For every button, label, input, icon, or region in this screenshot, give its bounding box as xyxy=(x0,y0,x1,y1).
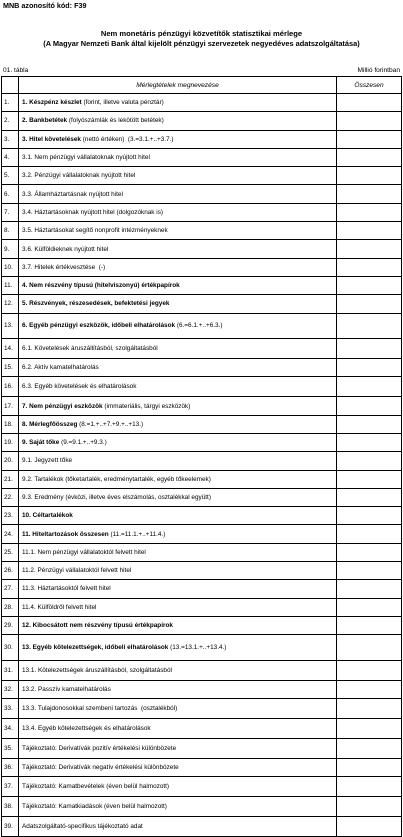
row-label xyxy=(19,488,337,506)
row-label xyxy=(19,525,337,543)
table-row xyxy=(2,699,402,719)
row-label-text: 11.3. Háztartásoktól felvett hitel xyxy=(22,585,111,593)
table-row xyxy=(2,777,402,797)
row-label-text: (immateriális, tárgyi eszközök) xyxy=(102,402,191,410)
row-label xyxy=(19,635,337,661)
row-total-cell[interactable] xyxy=(337,415,402,433)
row-number: 6. xyxy=(2,185,19,203)
row-label-text: (9.=9.1.+..+9.3.) xyxy=(59,439,107,447)
row-number: 21. xyxy=(2,470,19,488)
row-number: 30. xyxy=(2,635,19,661)
row-label-bold: 2. Bankbetétek xyxy=(22,117,68,125)
table-row xyxy=(2,817,402,837)
row-total-cell[interactable] xyxy=(337,112,402,130)
row-total-cell[interactable] xyxy=(337,258,402,276)
row-number: 12. xyxy=(2,295,19,313)
row-total-cell[interactable] xyxy=(337,616,402,634)
row-number: 10. xyxy=(2,258,19,276)
row-number: 2. xyxy=(2,112,19,130)
row-label-bold: 13. Egyéb kötelezettségek, időbeli elhatárolások xyxy=(22,643,169,651)
row-label-text: 6.1. Követelések áruszállításból, szolgáltatásból xyxy=(22,345,158,353)
table-row xyxy=(2,616,402,634)
row-number: 5. xyxy=(2,167,19,185)
row-label-text: 11.2. Pénzügyi vállalatoktól felvett hitel xyxy=(22,567,132,575)
row-total-cell[interactable] xyxy=(337,94,402,112)
row-label xyxy=(19,562,337,580)
row-total-cell[interactable] xyxy=(337,276,402,294)
row-number: 9. xyxy=(2,240,19,258)
row-number: 1. xyxy=(2,94,19,112)
row-number: 13. xyxy=(2,313,19,339)
row-label xyxy=(19,759,337,777)
row-total-cell[interactable] xyxy=(337,543,402,561)
row-label xyxy=(19,433,337,451)
row-total-cell[interactable] xyxy=(337,130,402,148)
table-row xyxy=(2,415,402,433)
row-label-text: 9.1. Jegyzett tőke xyxy=(22,457,73,465)
table-row xyxy=(2,719,402,739)
row-number: 27. xyxy=(2,580,19,598)
row-number: 38. xyxy=(2,797,19,817)
table-row xyxy=(2,580,402,598)
form-code: MNB azonosító kód: F39 xyxy=(3,1,87,10)
table-row xyxy=(2,167,402,185)
row-number: 16. xyxy=(2,377,19,397)
row-number: 14. xyxy=(2,339,19,359)
row-number: 4. xyxy=(2,148,19,166)
row-total-cell[interactable] xyxy=(337,488,402,506)
row-total-cell[interactable] xyxy=(337,203,402,221)
row-total-cell[interactable] xyxy=(337,240,402,258)
row-label xyxy=(19,130,337,148)
table-row xyxy=(2,525,402,543)
row-total-cell[interactable] xyxy=(337,148,402,166)
row-total-cell[interactable] xyxy=(337,377,402,397)
row-label-text: Tájékoztató: Kamatbevételek (éven belül halmozott) xyxy=(22,783,170,791)
table-row xyxy=(2,470,402,488)
row-label xyxy=(19,699,337,719)
row-label-text: 13.3. Tulajdonosokkal szembeni tartozás (osztalékból) xyxy=(22,705,178,713)
row-number: 36. xyxy=(2,759,19,777)
row-label-text: 11.4. Külföldről felvett hitel xyxy=(22,603,97,611)
row-total-cell[interactable] xyxy=(337,507,402,525)
page-title: Nem monetáris pénzügyi közvetítők statisztikai mérlege xyxy=(100,29,303,38)
table-label: 01. tábla xyxy=(3,67,29,74)
table-row xyxy=(2,660,402,680)
header-item: Mérlegtételek megnevezése xyxy=(19,77,337,94)
row-label-text: 3.6. Külföldieknek nyújtott hitel xyxy=(22,245,109,253)
page-subtitle: (A Magyar Nemzeti Bank által kijelölt pénzügyi szervezetek negyedéves adatszolgáltatása) xyxy=(43,39,360,48)
row-label-text: 6.2. Aktív kamatelhatárolás xyxy=(22,364,99,372)
row-total-cell[interactable] xyxy=(337,359,402,377)
table-row xyxy=(2,377,402,397)
row-label-text: Tájékoztató: Derivatívák negatív értékelési különbözete xyxy=(22,764,179,772)
row-total-cell[interactable] xyxy=(337,580,402,598)
table-row xyxy=(2,635,402,661)
row-label xyxy=(19,258,337,276)
row-label xyxy=(19,817,337,837)
row-total-cell[interactable] xyxy=(337,699,402,719)
row-label xyxy=(19,167,337,185)
row-label xyxy=(19,507,337,525)
table-row xyxy=(2,797,402,817)
row-number: 37. xyxy=(2,777,19,797)
row-label-bold: 10. Céltartalékok xyxy=(22,512,73,520)
table-row xyxy=(2,759,402,777)
row-label-bold: 4. Nem részvény típusú (hitelviszonyú) értékpapírok xyxy=(22,282,180,290)
row-label xyxy=(19,185,337,203)
row-number: 34. xyxy=(2,719,19,739)
row-total-cell[interactable] xyxy=(337,452,402,470)
row-label-bold: 8. Mérlegfőösszeg xyxy=(22,420,78,428)
row-label xyxy=(19,797,337,817)
row-total-cell[interactable] xyxy=(337,397,402,415)
row-label xyxy=(19,377,337,397)
table-row xyxy=(2,148,402,166)
row-number: 26. xyxy=(2,562,19,580)
row-number: 11. xyxy=(2,276,19,294)
row-label-text: 13.2. Passzív kamatelhatárolás xyxy=(22,685,111,693)
row-label-bold: 11. Hiteltartozások összesen xyxy=(22,530,109,538)
row-total-cell[interactable] xyxy=(337,739,402,759)
row-label-text: 11.1. Nem pénzügyi vállalatoktól felvett hitel xyxy=(22,548,146,556)
row-label-bold: 1. Készpénz készlet xyxy=(22,99,82,107)
row-label-text: (nettó értéken) (3.=3.1.+..+3.7.) xyxy=(80,135,174,143)
row-label-bold: 9. Saját tőke xyxy=(22,439,60,447)
row-label xyxy=(19,543,337,561)
row-number: 31. xyxy=(2,660,19,680)
table-row xyxy=(2,359,402,377)
row-total-cell[interactable] xyxy=(337,167,402,185)
row-total-cell[interactable] xyxy=(337,562,402,580)
row-label xyxy=(19,94,337,112)
row-label xyxy=(19,616,337,634)
row-label xyxy=(19,397,337,415)
row-label xyxy=(19,295,337,313)
row-number: 8. xyxy=(2,222,19,240)
row-total-cell[interactable] xyxy=(337,222,402,240)
row-label xyxy=(19,452,337,470)
row-label-text: 9.2. Tartalékok (tőketartalék, eredménytartalék, egyéb tőkeelemek) xyxy=(22,475,211,483)
table-row xyxy=(2,295,402,313)
row-total-cell[interactable] xyxy=(337,635,402,661)
row-label-bold: 7. Nem pénzügyi eszközök xyxy=(22,402,103,410)
row-label xyxy=(19,203,337,221)
row-number: 7. xyxy=(2,203,19,221)
row-label-text: 3.3. Államháztartásnak nyújtott hitel xyxy=(22,190,123,198)
row-label-bold: 5. Részvények, részesedések, befektetési jegyek xyxy=(22,300,170,308)
row-label-text: 13.1. Kötelezettségek áruszállításból, szolgáltatásból xyxy=(22,666,172,674)
row-label-text: 9.3. Eredmény (évközi, illetve éves elszámolás, osztalékkal együtt) xyxy=(22,493,211,501)
row-number: 33. xyxy=(2,699,19,719)
table-row xyxy=(2,739,402,759)
row-label-text: 3.7. Hitelek értékvesztése (-) xyxy=(22,263,106,271)
row-total-cell[interactable] xyxy=(337,719,402,739)
table-row xyxy=(2,276,402,294)
row-label xyxy=(19,339,337,359)
row-number: 29. xyxy=(2,616,19,634)
row-label-text: 13.4. Egyéb kötelezettségek és elhatárolások xyxy=(22,725,151,733)
row-label-bold: 3. Hitel követelések xyxy=(22,135,81,143)
table-row xyxy=(2,203,402,221)
table-row xyxy=(2,130,402,148)
row-number: 23. xyxy=(2,507,19,525)
unit-label: Millió forintban xyxy=(357,67,400,74)
row-label xyxy=(19,276,337,294)
row-label-text: (8.=1.+..+7.+9.+..+13.) xyxy=(77,420,144,428)
row-label-bold: 6. Egyéb pénzügyi eszközök, időbeli elhatárolások xyxy=(22,322,176,330)
table-row xyxy=(2,94,402,112)
table-row xyxy=(2,240,402,258)
table-row xyxy=(2,543,402,561)
table-row xyxy=(2,433,402,451)
row-total-cell[interactable] xyxy=(337,470,402,488)
row-label-text: (6.=6.1.+..+6.3.) xyxy=(175,322,223,330)
row-label-text: 6.3. Egyéb követelések és elhatárolások xyxy=(22,383,137,391)
row-total-cell[interactable] xyxy=(337,339,402,359)
row-total-cell[interactable] xyxy=(337,185,402,203)
table-row xyxy=(2,222,402,240)
row-label-text: (forint, illetve valuta pénztár) xyxy=(81,99,164,107)
row-total-cell[interactable] xyxy=(337,777,402,797)
row-number: 18. xyxy=(2,415,19,433)
row-label xyxy=(19,222,337,240)
row-label xyxy=(19,359,337,377)
row-label xyxy=(19,470,337,488)
row-label-text: Tájékoztató: Kamatkiadások (éven belül halmozott) xyxy=(22,803,167,811)
row-total-cell[interactable] xyxy=(337,313,402,339)
row-number: 32. xyxy=(2,680,19,698)
row-total-cell[interactable] xyxy=(337,797,402,817)
table-row xyxy=(2,562,402,580)
table-row xyxy=(2,397,402,415)
table-header-row xyxy=(2,77,402,94)
row-number: 3. xyxy=(2,130,19,148)
table-row xyxy=(2,112,402,130)
row-label-text: Adatszolgáltató-specifikus tájékoztató adat xyxy=(22,823,143,831)
row-total-cell[interactable] xyxy=(337,433,402,451)
row-total-cell[interactable] xyxy=(337,525,402,543)
row-total-cell[interactable] xyxy=(337,680,402,698)
row-label-text: 3.1. Nem pénzügyi vállalatoknak nyújtott hitel xyxy=(22,154,150,162)
table-row xyxy=(2,507,402,525)
row-label xyxy=(19,660,337,680)
row-total-cell[interactable] xyxy=(337,295,402,313)
row-number: 20. xyxy=(2,452,19,470)
table-row xyxy=(2,488,402,506)
row-label xyxy=(19,719,337,739)
table-row xyxy=(2,680,402,698)
row-label-text: 3.2. Pénzügyi vállalatoknak nyújtott hitel xyxy=(22,172,136,180)
header-rownum xyxy=(2,77,19,94)
table-row xyxy=(2,339,402,359)
row-label xyxy=(19,777,337,797)
row-label xyxy=(19,148,337,166)
row-number: 28. xyxy=(2,598,19,616)
row-label xyxy=(19,112,337,130)
header-total: Összesen xyxy=(337,77,402,94)
row-number: 39. xyxy=(2,817,19,837)
row-number: 19. xyxy=(2,433,19,451)
row-label-text: (folyószámlák és lekötött betétek) xyxy=(67,117,164,125)
table-row xyxy=(2,258,402,276)
row-number: 25. xyxy=(2,543,19,561)
table-row xyxy=(2,313,402,339)
row-label xyxy=(19,240,337,258)
row-total-cell[interactable] xyxy=(337,759,402,777)
table-row xyxy=(2,185,402,203)
row-number: 17. xyxy=(2,397,19,415)
balance-sheet-table xyxy=(1,76,402,837)
row-number: 35. xyxy=(2,739,19,759)
row-label-text: (13.=13.1.+..+13.4.) xyxy=(168,643,227,651)
row-label xyxy=(19,680,337,698)
row-label-bold: 12. Kibocsátott nem részvény típusú értékpapírok xyxy=(22,622,173,630)
row-label-text: 3.4. Háztartásoknak nyújtott hitel (dolgozóknak is) xyxy=(22,208,164,216)
row-number: 24. xyxy=(2,525,19,543)
row-label xyxy=(19,313,337,339)
table-row xyxy=(2,452,402,470)
row-label xyxy=(19,415,337,433)
row-label xyxy=(19,580,337,598)
row-total-cell[interactable] xyxy=(337,660,402,680)
row-total-cell[interactable] xyxy=(337,598,402,616)
table-row xyxy=(2,598,402,616)
row-label-text: 3.5. Háztartásokat segítő nonprofit intézményeknek xyxy=(22,227,168,235)
row-number: 22. xyxy=(2,488,19,506)
row-total-cell[interactable] xyxy=(337,817,402,837)
row-label-text: Tájékoztató: Derivatívák pozitív értékelési különbözete xyxy=(22,745,177,753)
row-label-text: (11.=11.1.+..+11.4.) xyxy=(108,530,166,538)
row-label xyxy=(19,739,337,759)
row-number: 15. xyxy=(2,359,19,377)
row-label xyxy=(19,598,337,616)
